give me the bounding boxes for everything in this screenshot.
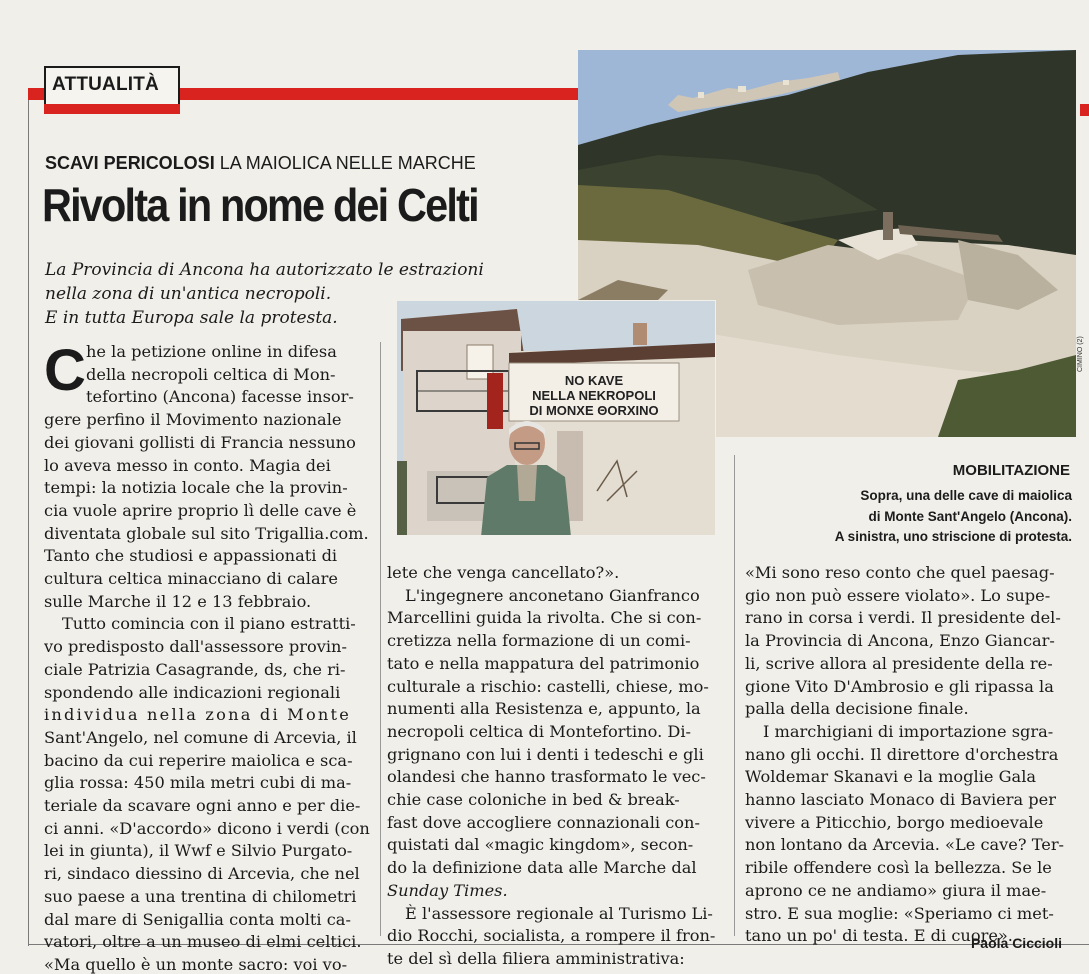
text-line: ri, sindaco diessino di Arcevia, che nel bbox=[44, 864, 360, 884]
text-line: te del sì della filiera amministrativa: bbox=[387, 948, 685, 968]
text-line: he la petizione online in difesa bbox=[86, 342, 337, 361]
photo-caption bbox=[740, 486, 1072, 548]
text-line: fast dove accogliere connazionali con- bbox=[387, 812, 700, 832]
text-line: È l'assessore regionale al Turismo Li- bbox=[405, 903, 713, 923]
text-line: suo paese a una trentina di chilometri bbox=[44, 886, 357, 906]
text-line: culturale a rischio: castelli, chiese, mo- bbox=[387, 676, 709, 696]
article-column-1 bbox=[44, 338, 374, 974]
text-line: ciale Patrizia Casagrande, ds, che ri- bbox=[44, 659, 346, 679]
column-divider bbox=[734, 455, 735, 936]
text-line: sulle Marche il 12 e 13 febbraio. bbox=[44, 591, 312, 611]
headline: Rivolta in nome dei Celti bbox=[42, 179, 478, 231]
protest-illustration bbox=[397, 301, 716, 536]
text-line: glia rossa: 450 mila metri cubi di ma- bbox=[44, 773, 352, 793]
protest-banner-line-1: NO KAVE bbox=[564, 373, 624, 388]
text-line: palla della decisione finale. bbox=[745, 699, 969, 719]
photo-credit: CIMINO (2) bbox=[1077, 336, 1084, 372]
text-line: lo aveva messo in conto. Magia dei bbox=[44, 455, 331, 475]
section-label: ATTUALITÀ bbox=[52, 74, 159, 95]
text-line: vo predisposto dall'assessore provin- bbox=[44, 637, 347, 657]
text-line: teriale da scavare ogni anno e per die- bbox=[44, 796, 361, 816]
text-line: Sant'Angelo, nel comune di Arcevia, il bbox=[44, 727, 357, 747]
standfirst-line: nella zona di un'antica necropoli. bbox=[45, 284, 332, 304]
text-line: dal mare di Senigallia conta molti ca- bbox=[44, 909, 351, 929]
text-line: I marchigiani di importazione sgra- bbox=[763, 721, 1054, 741]
text-line: Marcellini guida la rivolta. Che si con- bbox=[387, 608, 702, 628]
caption-line: A sinistra, uno striscione di protesta. bbox=[834, 529, 1072, 544]
text-line: cretizza nella formazione di un comi- bbox=[387, 631, 691, 651]
text-line: vivere a Piticchio, borgo medioevale bbox=[745, 812, 1044, 832]
protest-banner-line-2: NELLA NEKROPOLI bbox=[532, 388, 656, 403]
text-line: spondendo alle indicazioni regionali bbox=[44, 682, 341, 702]
text-line: dio Rocchi, socialista, a rompere il fron- bbox=[387, 926, 716, 946]
text-line: diventata globale sul sito Trigallia.com. bbox=[44, 523, 369, 543]
text-line: gio non può essere violato». Lo supe- bbox=[745, 585, 1051, 605]
section-tag-underline bbox=[44, 104, 180, 114]
text-line: lei in giunta), il Wwf e Silvio Purgato- bbox=[44, 841, 353, 861]
section-rule-end bbox=[1080, 104, 1089, 116]
kicker bbox=[45, 153, 476, 174]
text-line: olandesi che hanno trasformato le vec- bbox=[387, 767, 706, 787]
text-line: aprono ce ne andiamo» giura il mae- bbox=[745, 880, 1047, 900]
column-divider bbox=[380, 342, 381, 936]
caption-line: di Monte Sant'Angelo (Ancona). bbox=[868, 508, 1072, 524]
text-line: numenti alla Resistenza e, appunto, la bbox=[387, 699, 701, 719]
text-line: Sunday Times. bbox=[387, 880, 508, 900]
text-line: «Mi sono reso conto che quel paesag- bbox=[745, 563, 1055, 582]
text-line: cultura celtica minacciano di calare bbox=[44, 569, 338, 589]
text-line: bacino da cui reperire maiolica e sca- bbox=[44, 750, 353, 770]
text-line: Tutto comincia con il piano estratti- bbox=[62, 614, 356, 634]
text-line: non lontano da Arcevia. «Le cave? Ter- bbox=[745, 835, 1065, 855]
text-line: gione Vito D'Ambrosio e gli ripassa la bbox=[745, 676, 1054, 696]
text-line: lete che venga cancellato?». bbox=[387, 563, 620, 582]
text-line: vatori, oltre a un museo di elmi celtici. bbox=[44, 932, 362, 952]
text-line: la Provincia di Ancona, Enzo Giancar- bbox=[745, 631, 1055, 651]
text-line: Woldemar Skanavi e la moglie Gala bbox=[745, 767, 1037, 787]
kicker-strong: SCAVI PERICOLOSI bbox=[45, 153, 215, 173]
article-column-3 bbox=[745, 562, 1075, 948]
protest-photo bbox=[396, 300, 716, 536]
text-line: tefortino (Ancona) facesse insor- bbox=[86, 387, 354, 407]
text-line: ribile offendere così la bellezza. Se le bbox=[745, 858, 1052, 878]
kicker-rest: LA MAIOLICA NELLE MARCHE bbox=[214, 153, 476, 173]
caption-title: MOBILITAZIONE bbox=[952, 462, 1070, 479]
text-line: tato e nella mappatura del patrimonio bbox=[387, 653, 700, 673]
text-line: L'ingegnere anconetano Gianfranco bbox=[405, 585, 700, 605]
text-line: stro. E sua moglie: «Speriamo ci met- bbox=[745, 903, 1054, 923]
drop-cap: C bbox=[44, 338, 86, 403]
protest-banner-line-3: DI MONXE ΘORXINO bbox=[529, 403, 659, 418]
text-line: rano in corsa i verdi. Il presidente del- bbox=[745, 608, 1061, 628]
text-line: tempi: la notizia locale che la provin- bbox=[44, 478, 348, 498]
text-line: gere perfino il Movimento nazionale bbox=[44, 410, 342, 430]
section-tag bbox=[44, 66, 180, 110]
text-line: tano un po' di testa. E di cuore». bbox=[745, 926, 1013, 946]
text-line: dei giovani gollisti di Francia nessuno bbox=[44, 432, 356, 452]
text-line: hanno lasciato Monaco di Baviera per bbox=[745, 790, 1056, 810]
standfirst-line: E in tutta Europa sale la protesta. bbox=[45, 308, 338, 328]
text-line: ci anni. «D'accordo» dicono i verdi (con bbox=[44, 818, 370, 838]
text-line: chie case coloniche in bed & break- bbox=[387, 790, 680, 810]
text-line: quistati dal «magic kingdom», secon- bbox=[387, 835, 694, 855]
text-line: necropoli celtica di Montefortino. Di- bbox=[387, 721, 692, 741]
text-line: li, scrive allora al presidente della re- bbox=[745, 653, 1053, 673]
text-line: «Ma quello è un monte sacro: voi vo- bbox=[44, 954, 348, 974]
text-line: do la definizione data alle Marche dal bbox=[387, 858, 697, 878]
page-frame-left bbox=[28, 100, 29, 946]
caption-line: Sopra, una delle cave di maiolica bbox=[860, 488, 1072, 503]
standfirst-line: La Provincia di Ancona ha autorizzato le estrazioni bbox=[45, 260, 484, 280]
text-line: nano gli occhi. Il direttore d'orchestra bbox=[745, 744, 1059, 764]
text-line: cia vuole aprire proprio lì delle cave è bbox=[44, 500, 357, 520]
byline: Paola Ciccioli bbox=[970, 935, 1062, 951]
article-column-2 bbox=[387, 562, 717, 971]
text-line: Tanto che studiosi e appassionati di bbox=[44, 546, 338, 566]
text-line: grignano con lui i denti i tedeschi e gli bbox=[387, 744, 704, 764]
text-line: individua nella zona di Monte bbox=[44, 705, 352, 725]
text-line: della necropoli celtica di Mon- bbox=[86, 364, 336, 384]
